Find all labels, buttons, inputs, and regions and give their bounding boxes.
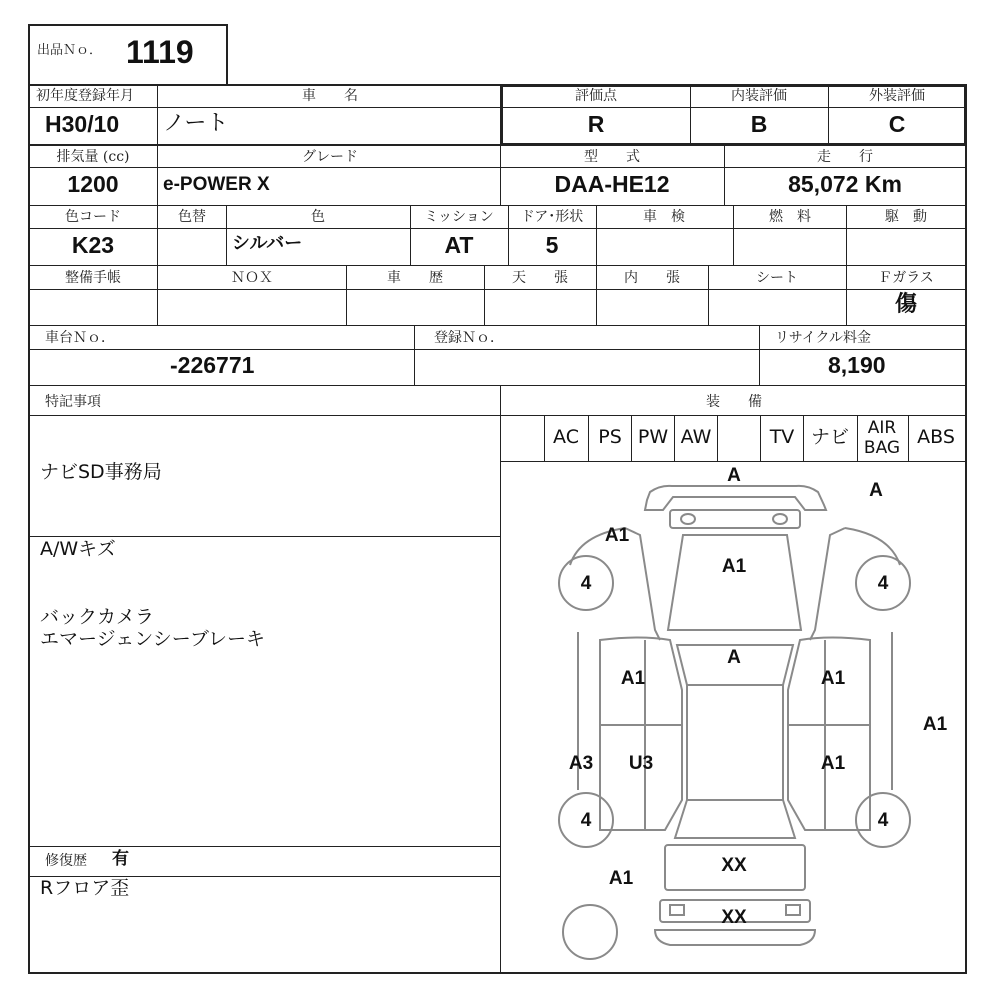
equipment-item-tv: TV [769, 426, 795, 448]
history-label: 車 歴 [387, 270, 443, 286]
equipment-item-ac: AC [553, 426, 579, 448]
color-label: 色 [311, 209, 325, 225]
seat-label: シート [756, 270, 798, 286]
mileage-label: 走 行 [817, 149, 873, 165]
damage-mark-rear-bumper: XX [721, 907, 747, 928]
damage-mark-left-door-rear: U3 [628, 753, 654, 774]
registration-label: 登録Ｎｏ． [434, 330, 504, 346]
lot-number: 1119 [126, 34, 194, 70]
doors-label: ドア･形状 [520, 209, 584, 225]
transmission-value: AT [444, 232, 474, 258]
equipment-item-pw: PW [637, 426, 669, 448]
damage-mark-left-rocker: A3 [568, 753, 594, 774]
equipment-item-aw: AW [680, 426, 712, 448]
note-line-3: バックカメラ [40, 606, 155, 628]
recycle-value: 8,190 [828, 352, 886, 378]
color-change-label: 色替 [178, 209, 206, 225]
color-code-value: K23 [71, 232, 115, 258]
damage-mark-front-right-tire: 4 [877, 573, 889, 594]
damage-mark-rear-left-tire: 4 [580, 810, 592, 831]
equipment-item-abs: ABS [917, 426, 955, 448]
score-value: R [587, 111, 605, 137]
damage-mark-rear-left: A1 [608, 868, 634, 889]
damage-mark-right-side: A1 [922, 714, 948, 735]
chassis-label: 車台Ｎｏ． [45, 330, 115, 346]
recycle-label: リサイクル料金 [775, 330, 872, 346]
equipment-item-ps: PS [598, 426, 622, 448]
damage-mark-right-door-front: A1 [820, 668, 846, 689]
car-name-value: ノート [163, 111, 229, 136]
chassis-value: -226771 [170, 352, 255, 378]
damage-mark-front-right: A [869, 480, 883, 501]
displacement-value: 1200 [67, 171, 119, 197]
mileage-value: 85,072 Km [788, 171, 902, 197]
damage-mark-hood: A1 [721, 556, 747, 577]
score-label: 評価点 [575, 88, 617, 104]
drive-label: 駆 動 [885, 209, 927, 225]
repair-label: 修復歴 [45, 853, 87, 869]
roof-label: 天 張 [512, 270, 568, 286]
damage-mark-front-left-tire: 4 [580, 573, 592, 594]
color-value: シルバー [232, 233, 303, 254]
interior-value: B [750, 111, 768, 137]
color-code-label: 色コード [65, 209, 121, 225]
inner-label: 内 張 [624, 270, 680, 286]
first-reg-value: H30/10 [45, 111, 120, 137]
equipment-item-navi: ナビ [810, 426, 850, 448]
damage-mark-roof-front: A [727, 647, 741, 668]
damage-mark-left-fender: A1 [604, 525, 630, 546]
f-glass-value: 傷 [894, 292, 918, 317]
equipment-item-airbag: AIR BAG [863, 418, 901, 458]
doors-value: 5 [545, 232, 559, 258]
inspection-label: 車 検 [643, 209, 685, 225]
exterior-value: C [888, 111, 906, 137]
f-glass-label: Ｆガラス [878, 270, 934, 286]
note-line-4: エマージェンシーブレーキ [40, 628, 266, 650]
equipment-label: 装 備 [706, 394, 762, 410]
lot-label: 出品Ｎｏ． [37, 43, 103, 58]
exterior-label: 外装評価 [869, 88, 925, 104]
model-label: 型 式 [584, 149, 640, 165]
nox-label: ＮＯＸ [231, 270, 273, 286]
repair-value: 有 [112, 849, 129, 869]
notes-label: 特記事項 [45, 394, 101, 410]
displacement-label: 排気量 (cc) [56, 149, 130, 165]
transmission-label: ミッション [424, 209, 494, 225]
model-value: DAA-HE12 [554, 171, 670, 197]
grade-label: グレード [302, 149, 358, 165]
fuel-label: 燃 料 [769, 209, 811, 225]
first-reg-label: 初年度登録年月 [36, 88, 134, 104]
damage-mark-rear-right-tire: 4 [877, 810, 889, 831]
damage-mark-front-bumper: A [727, 465, 741, 486]
grade-value: e-POWER X [163, 174, 270, 195]
car-name-label: 車 名 [302, 88, 358, 104]
damage-mark-left-door-front: A1 [620, 668, 646, 689]
interior-label: 内装評価 [731, 88, 787, 104]
repair-note: Rフロア歪 [40, 877, 130, 899]
note-line-2: A/Wキズ [40, 538, 116, 560]
damage-mark-right-door-rear: A1 [820, 753, 846, 774]
note-line-1: ナビSD事務局 [40, 461, 162, 483]
manual-label: 整備手帳 [65, 270, 121, 286]
damage-mark-trunk: XX [721, 855, 747, 876]
